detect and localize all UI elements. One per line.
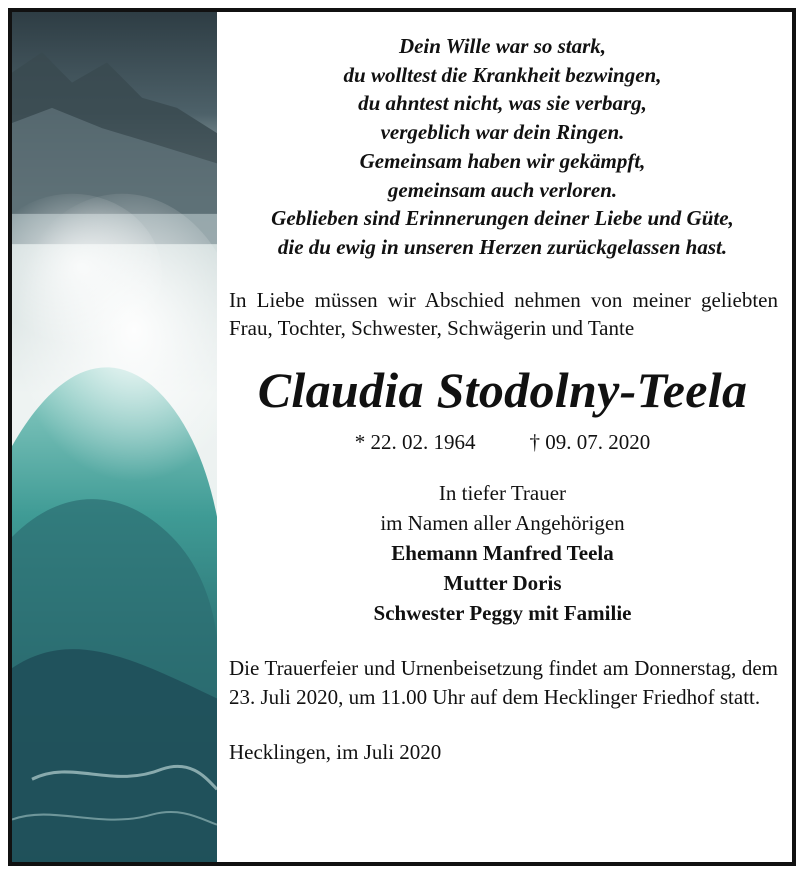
poem-line: die du ewig in unseren Herzen zurückgelassen hast. xyxy=(277,234,728,259)
mourner-sister: Schwester Peggy mit Familie xyxy=(373,600,632,625)
place-and-date: Hecklingen, im Juli 2020 xyxy=(229,739,442,764)
mourners-block xyxy=(227,478,778,628)
ocean-wave-image xyxy=(12,12,217,862)
mourner-husband: Ehemann Manfred Teela xyxy=(391,540,614,565)
farewell-paragraph: In Liebe müssen wir Abschied nehmen von meiner geliebten Frau, Tochter, Schwester, Schwägerin und Tante xyxy=(229,287,778,340)
poem-line: du ahntest nicht, was sie verbarg, xyxy=(358,91,647,116)
life-dates xyxy=(227,428,778,456)
mourning-line: In tiefer Trauer xyxy=(438,480,567,505)
funeral-service-info: Die Trauerfeier und Urnenbeisetzung findet am Donnerstag, dem 23. Juli 2020, um 11.00 Uhr auf dem Hecklinger Friedhof statt. xyxy=(229,655,778,709)
deceased-name: Claudia Stodolny-Teela xyxy=(257,361,748,418)
obituary-notice xyxy=(8,8,796,866)
on-behalf-line: im Namen aller Angehörigen xyxy=(380,510,625,535)
poem-line: du wolltest die Krankheit bezwingen, xyxy=(343,62,662,87)
notice-text xyxy=(227,12,778,766)
poem xyxy=(227,32,778,262)
poem-line: gemeinsam auch verloren. xyxy=(387,177,618,202)
death-date: † 09. 07. 2020 xyxy=(529,429,651,454)
poem-line: Gemeinsam haben wir gekämpft, xyxy=(359,148,646,173)
mourner-mother: Mutter Doris xyxy=(443,570,562,595)
poem-line: Geblieben sind Erinnerungen deiner Liebe und Güte, xyxy=(271,206,734,231)
poem-line: vergeblich war dein Ringen. xyxy=(380,120,625,145)
poem-line: Dein Wille war so stark, xyxy=(398,34,607,58)
birth-date: * 22. 02. 1964 xyxy=(354,429,476,454)
